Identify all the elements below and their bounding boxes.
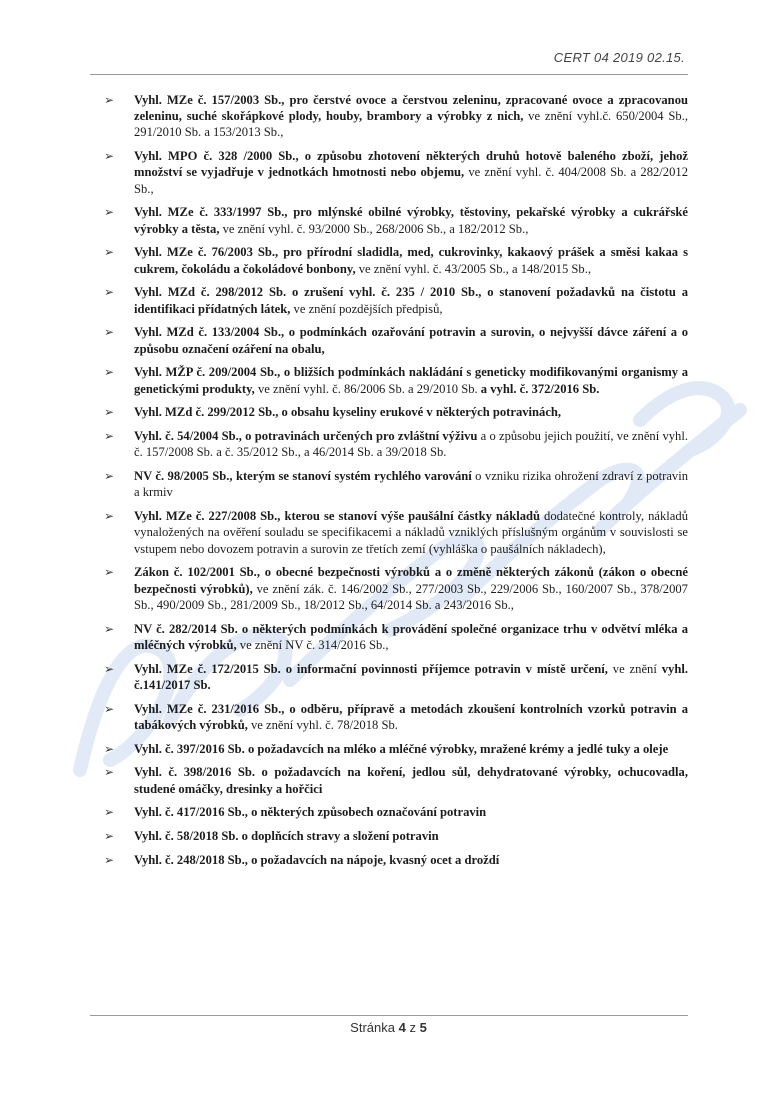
regulation-title: NV č. 282/2014 Sb. o některých podmínkách k provádění společné organizace trhu v odvětví mléka a mléčných výrobků, <box>134 621 688 652</box>
bullet-arrow-icon: ➢ <box>104 701 115 716</box>
page-number-separator: z <box>409 1020 416 1035</box>
bullet-arrow-icon: ➢ <box>104 365 115 380</box>
list-item <box>104 741 688 757</box>
regulation-amendments: ve znění vyhl. č. 86/2006 Sb. a 29/2010 Sb. <box>254 381 478 396</box>
regulation-amendments: dodatečné kontroly, nákladů vynaložených na ověření souladu se specifikacemi a nákladů vzniklých příslušným orgánům v souvislosti se vstupem nebo dovozem potravin a surovin ze třetích zemí (vyhláška o paušálních nákladech), <box>134 509 688 556</box>
list-item <box>104 564 688 613</box>
regulation-amendments: a o způsobu jejich použití, ve znění vyhl. č. 157/2008 Sb. a č. 35/2012 Sb., a 46/2014 Sb. a 39/2018 Sb. <box>134 429 688 460</box>
list-item <box>104 364 688 396</box>
regulation-title: Vyhl. MZe č. 157/2003 Sb., pro čerstvé ovoce a čerstvou zeleninu, zpracované ovoce a zpracovanou zeleninu, suché skořápkové plody, houby, brambory a výrobky z nich, <box>134 93 688 124</box>
regulation-text <box>134 324 688 356</box>
regulation-amendment-bold: a vyhl. č. 372/2016 Sb. <box>477 381 600 396</box>
document-code: CERT 04 2019 02.15. <box>553 50 685 65</box>
regulation-amendments: ve znění vyhl.č. 650/2004 Sb., 291/2010 Sb. a 153/2013 Sb., <box>134 109 688 140</box>
regulation-title: Vyhl. MZd č. 299/2012 Sb., o obsahu kyseliny erukové v některých potravinách, <box>134 405 562 420</box>
regulation-list <box>104 92 688 868</box>
regulation-amendments: ve znění vyhl. č. 404/2008 Sb. a 282/2012 Sb., <box>134 165 688 196</box>
list-item <box>104 828 688 844</box>
regulation-text <box>134 804 688 820</box>
regulation-list-container <box>104 92 688 876</box>
regulation-amendments: ve znění vyhl. č. 93/2000 Sb., 268/2006 Sb., a 182/2012 Sb., <box>219 221 529 236</box>
list-item <box>104 764 688 796</box>
regulation-amendments: ve znění vyhl. č. 78/2018 Sb. <box>247 717 398 732</box>
footer-divider <box>90 1015 688 1016</box>
regulation-text <box>134 92 688 141</box>
list-item <box>104 428 688 460</box>
header-divider <box>90 74 688 75</box>
regulation-text <box>134 244 688 276</box>
regulation-amendment-bold: vyhl. č.141/2017 Sb. <box>134 661 688 692</box>
page-number <box>0 1020 777 1035</box>
list-item <box>104 508 688 557</box>
bullet-arrow-icon: ➢ <box>104 661 115 676</box>
list-item <box>104 244 688 276</box>
regulation-text <box>134 828 688 844</box>
bullet-arrow-icon: ➢ <box>104 429 115 444</box>
list-item <box>104 621 688 653</box>
list-item <box>104 468 688 500</box>
regulation-text <box>134 428 688 460</box>
regulation-text <box>134 621 688 653</box>
bullet-arrow-icon: ➢ <box>104 853 115 867</box>
regulation-title: Vyhl. MZd č. 298/2012 Sb. o zrušení vyhl. č. 235 / 2010 Sb., o stanovení požadavků na čistotu a identifikaci přídatných látek, <box>134 285 688 316</box>
list-item <box>104 324 688 356</box>
list-item <box>104 804 688 820</box>
regulation-title: Vyhl. MZe č. 333/1997 Sb., pro mlýnské obilné výrobky, těstoviny, pekařské výrobky a cukrářské výrobky a těsta, <box>134 205 688 236</box>
list-item <box>104 852 688 868</box>
bullet-arrow-icon: ➢ <box>104 325 115 340</box>
bullet-arrow-icon: ➢ <box>104 469 115 484</box>
page-number-current: 4 <box>398 1020 406 1035</box>
regulation-amendments: ve znění zák. č. 146/2002 Sb., 277/2003 Sb., 229/2006 Sb., 160/2007 Sb., 378/2007 Sb., 490/2009 Sb., 281/2009 Sb., 18/2012 Sb., 64/2014 Sb. a 243/2016 Sb., <box>134 581 688 612</box>
regulation-text <box>134 468 688 500</box>
bullet-arrow-icon: ➢ <box>104 93 115 107</box>
page-number-prefix: Stránka <box>350 1020 395 1035</box>
regulation-title: Vyhl. MZe č. 76/2003 Sb., pro přírodní sladidla, med, cukrovinky, kakaový prášek a směsi kakaa s cukrem, čokoládu a čokoládové bonbony, <box>134 245 688 276</box>
regulation-amendments: ve znění vyhl. č. 43/2005 Sb., a 148/2015 Sb., <box>355 261 592 276</box>
list-item <box>104 661 688 693</box>
regulation-text <box>134 284 688 316</box>
bullet-arrow-icon: ➢ <box>104 621 115 636</box>
regulation-title: Vyhl. MZe č. 172/2015 Sb. o informační povinnosti příjemce potravin v místě určení, <box>134 661 608 676</box>
bullet-arrow-icon: ➢ <box>104 245 115 260</box>
regulation-title: Vyhl. č. 58/2018 Sb. o doplňcích stravy a složení potravin <box>134 829 439 844</box>
list-item <box>104 404 688 420</box>
list-item <box>104 284 688 316</box>
bullet-arrow-icon: ➢ <box>104 765 115 780</box>
regulation-text <box>134 852 688 868</box>
regulation-text <box>134 701 688 733</box>
regulation-amendments: o vzniku rizika ohrožení zdraví z potravin a krmiv <box>134 469 688 500</box>
regulation-text <box>134 364 688 396</box>
list-item <box>104 701 688 733</box>
list-item <box>104 148 688 197</box>
regulation-title: Vyhl. č. 398/2016 Sb. o požadavcích na koření, jedlou sůl, dehydratované výrobky, ochucovadla, studené omáčky, dresinky a hořčici <box>134 765 688 796</box>
regulation-title: Vyhl. MŽP č. 209/2004 Sb., o bližších podmínkách nakládání s geneticky modifikovanými organismy a genetickými produkty, <box>134 365 688 396</box>
regulation-text <box>134 508 688 557</box>
bullet-arrow-icon: ➢ <box>104 405 115 420</box>
regulation-title: Vyhl. č. 417/2016 Sb., o některých způsobech označování potravin <box>134 805 487 820</box>
bullet-arrow-icon: ➢ <box>104 829 115 844</box>
regulation-text <box>134 204 688 236</box>
bullet-arrow-icon: ➢ <box>104 509 115 524</box>
regulation-text <box>134 404 688 420</box>
regulation-text <box>134 148 688 197</box>
regulation-amendments: ve znění <box>607 661 657 676</box>
bullet-arrow-icon: ➢ <box>104 565 115 580</box>
regulation-title: Vyhl. MZe č. 227/2008 Sb., kterou se stanoví výše paušální částky nákladů <box>134 509 541 524</box>
bullet-arrow-icon: ➢ <box>104 805 115 820</box>
page-number-total: 5 <box>419 1020 427 1035</box>
regulation-title: NV č. 98/2005 Sb., kterým se stanoví systém rychlého varování <box>134 469 472 484</box>
list-item <box>104 204 688 236</box>
regulation-text <box>134 741 688 757</box>
regulation-amendments: ve znění NV č. 314/2016 Sb., <box>236 637 389 652</box>
regulation-title: Vyhl. č. 54/2004 Sb., o potravinách určených pro zvláštní výživu <box>134 429 478 444</box>
regulation-amendments: ve znění pozdějších předpisů, <box>290 301 443 316</box>
bullet-arrow-icon: ➢ <box>104 741 115 756</box>
regulation-title: Zákon č. 102/2001 Sb., o obecné bezpečnosti výrobků a o změně některých zákonů (zákon o obecné bezpečnosti výrobků), <box>134 565 688 596</box>
bullet-arrow-icon: ➢ <box>104 205 115 220</box>
regulation-text <box>134 661 688 693</box>
regulation-title: Vyhl. MZd č. 133/2004 Sb., o podmínkách ozařování potravin a surovin, o nejvyšší dávce záření a o způsobu označení ozáření na obalu, <box>134 325 688 356</box>
regulation-title: Vyhl. č. 397/2016 Sb. o požadavcích na mléko a mléčné výrobky, mražené krémy a jedlé tuky a oleje <box>134 741 669 756</box>
regulation-title: Vyhl. č. 248/2018 Sb., o požadavcích na nápoje, kvasný ocet a droždí <box>134 853 500 867</box>
regulation-title: Vyhl. MPO č. 328 /2000 Sb., o způsobu zhotovení některých druhů hotově baleného zboží, jehož množství se vyjadřuje v jednotkách hmotnosti nebo objemu, <box>134 149 688 180</box>
regulation-text <box>134 764 688 796</box>
regulation-title: Vyhl. MZe č. 231/2016 Sb., o odběru, přípravě a metodách zkoušení kontrolních vzorků potravin a tabákových výrobků, <box>134 701 688 732</box>
bullet-arrow-icon: ➢ <box>104 285 115 300</box>
regulation-text <box>134 564 688 613</box>
list-item <box>104 92 688 141</box>
bullet-arrow-icon: ➢ <box>104 149 115 164</box>
